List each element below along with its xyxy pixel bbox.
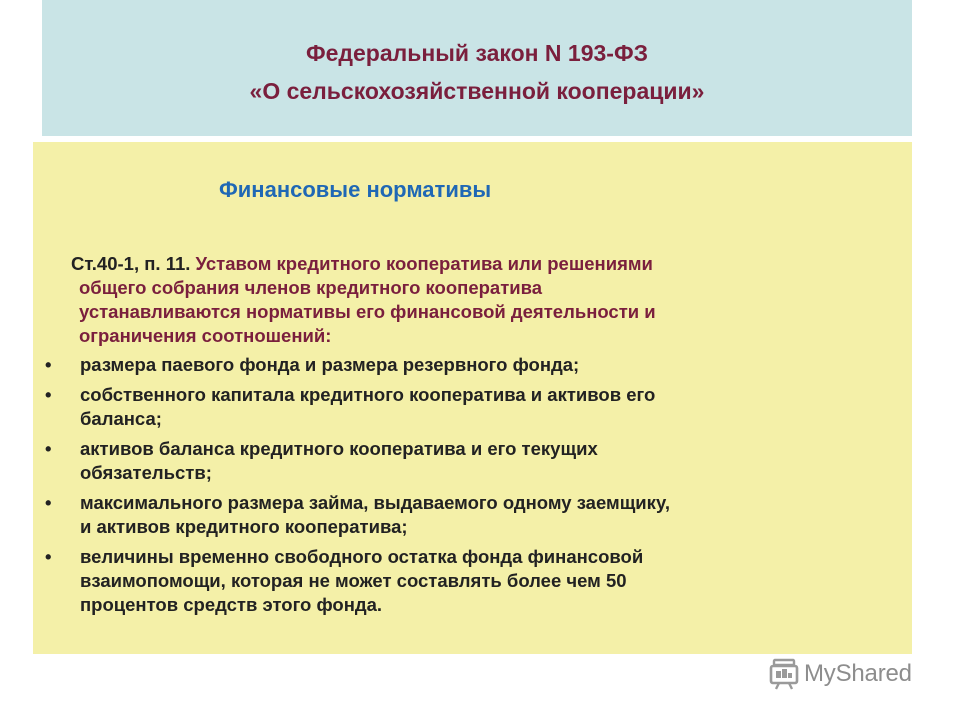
bullet-list [33,353,912,617]
slide-title-line-2: «О сельскохозяйственной кооперации» [249,78,705,104]
watermark-logo [767,656,912,692]
intro-line: устанавливаются нормативы его финансовой деятельности и [79,301,656,322]
list-item [33,437,912,485]
list-item [33,545,912,617]
intro-line: общего собрания членов кредитного кооператива [79,277,543,298]
list-item [33,491,912,539]
list-item-line: размера паевого фонда и размера резервного фонда; [80,354,580,375]
bullet-marker: • [45,384,52,405]
list-item-line: взаимопомощи, которая не может составлять более чем 50 [80,570,627,591]
list-item-line: активов баланса кредитного кооператива и его текущих [80,438,598,459]
slide-title-line-1: Федеральный закон N 193-ФЗ [305,40,648,66]
intro-paragraph [71,252,899,348]
list-item-line: величины временно свободного остатка фонда финансовой [80,546,644,567]
bullet-marker: • [45,438,52,459]
intro-line [71,252,899,276]
bullet-marker: • [45,492,52,513]
watermark-text: MyShared [804,660,912,687]
list-item-line: и активов кредитного кооператива; [80,516,408,537]
slide-header [42,0,912,136]
list-item [33,353,912,377]
bullet-marker: • [45,354,52,375]
content-panel [33,142,912,654]
list-item-line: процентов средств этого фонда. [80,594,383,615]
section-subtitle: Финансовые нормативы [219,177,492,202]
list-item [33,383,912,431]
list-item-line: обязательств; [80,462,212,483]
bullet-marker: • [45,546,52,567]
intro-text: Уставом кредитного кооператива или решениями [195,253,653,274]
presentation-board-icon [767,657,801,691]
intro-line: ограничения соотношений: [79,325,332,346]
list-item-line: максимального размера займа, выдаваемого одному заемщику, [80,492,670,513]
list-item-line: баланса; [80,408,162,429]
list-item-line: собственного капитала кредитного кооператива и активов его [80,384,656,405]
article-reference: Ст.40-1, п. 11. [71,253,191,274]
